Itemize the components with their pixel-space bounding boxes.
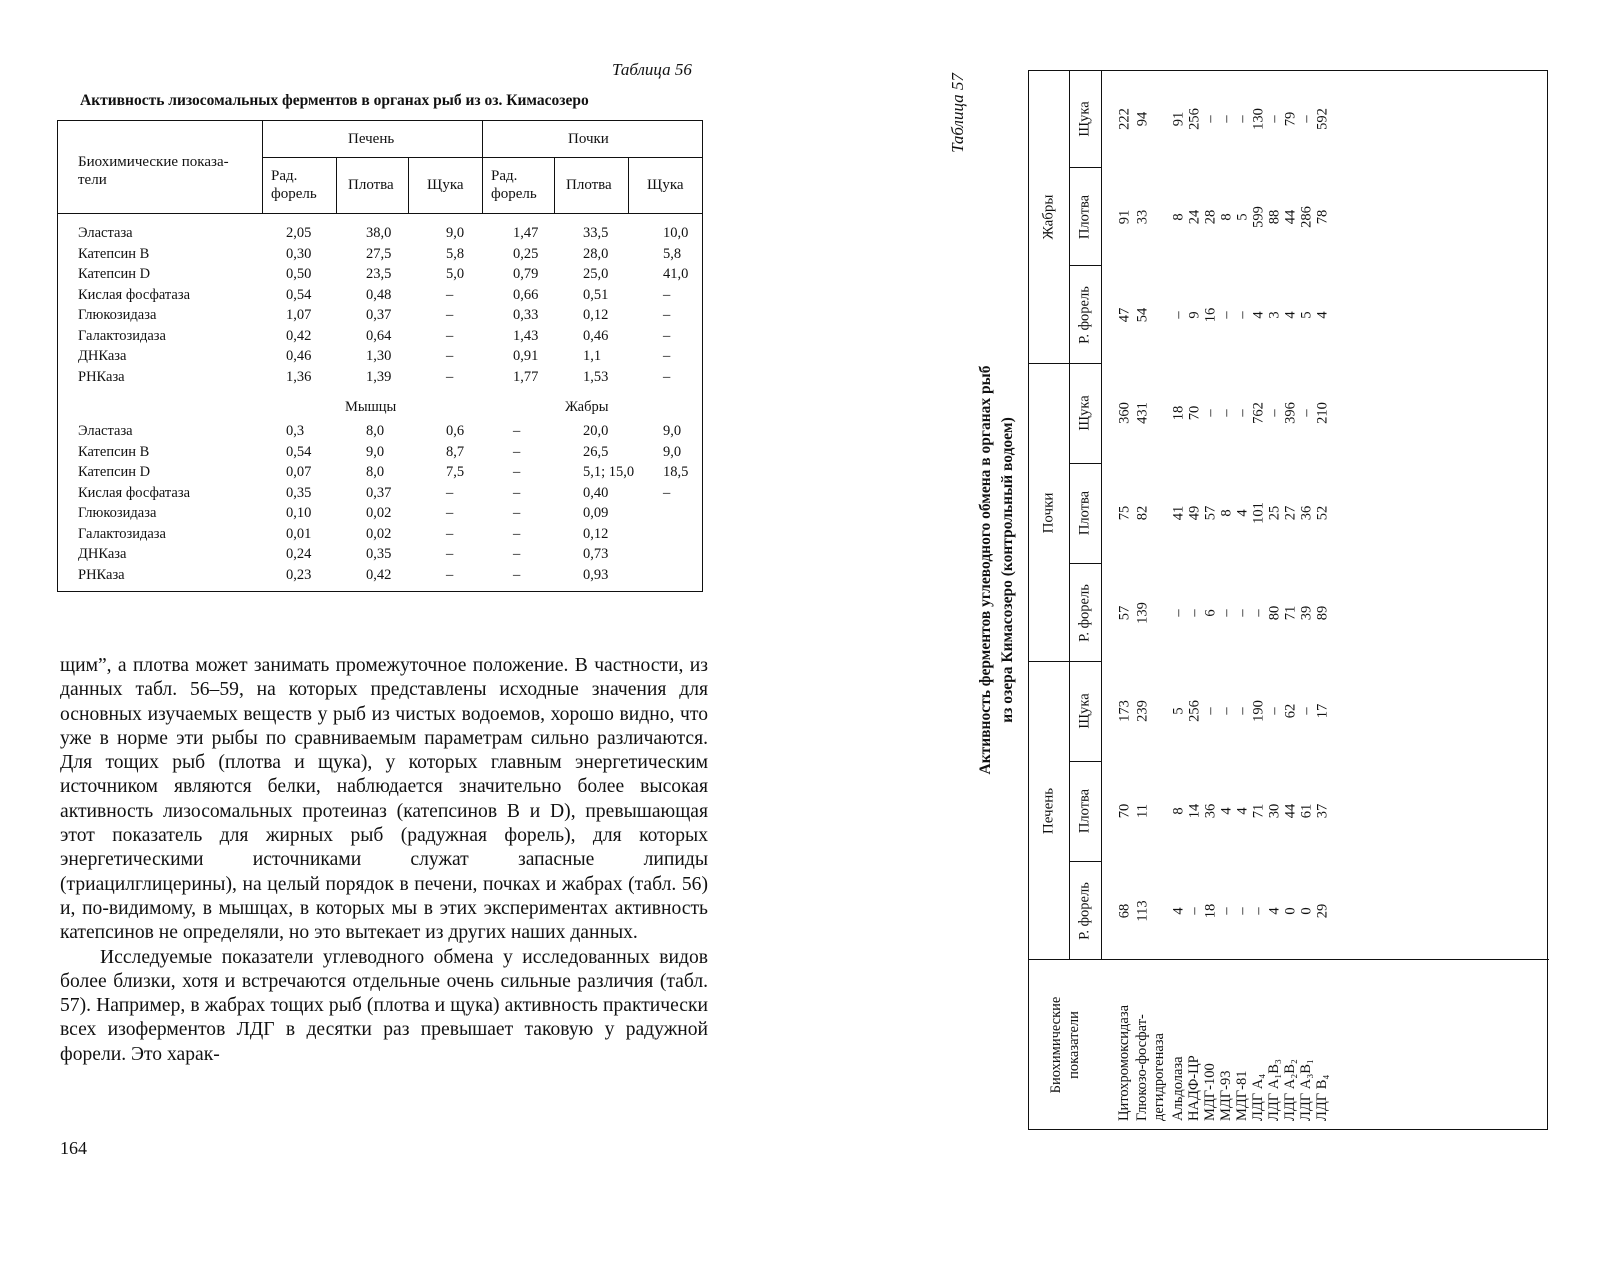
table-57-cell: 54 — [1134, 307, 1151, 323]
page-number: 164 — [60, 1138, 87, 1158]
table-56-cell: 0,54 — [286, 443, 312, 460]
table-57-cell: 173 — [1116, 700, 1133, 722]
table-57-row-label: ЛДГ A₁B₃ — [1266, 1059, 1282, 1121]
table-56-cell: 0,07 — [286, 464, 312, 480]
table-56-cell: 0,12 — [583, 307, 609, 323]
table-57-row-label: Альдолаза — [1170, 1056, 1186, 1121]
table-57-cell: 8 — [1218, 509, 1235, 517]
table-57-cell: – — [1234, 707, 1251, 715]
table-56-cell: 0,02 — [366, 525, 392, 542]
table-56-cell: 0,37 — [366, 484, 392, 501]
table-56-col-header: Плотва — [566, 177, 612, 193]
table-56-cell: 0,73 — [583, 546, 609, 562]
table-56-cell: 0,35 — [366, 546, 392, 562]
table-57-cell: 36 — [1202, 803, 1219, 819]
table-57-cell: 190 — [1250, 700, 1267, 722]
table-56-row-label: Кислая фосфатаза — [78, 286, 191, 303]
table-57-cell: 49 — [1186, 505, 1203, 521]
table-56-cell: 1,07 — [286, 307, 312, 323]
table-56-cell: – — [513, 525, 521, 542]
table-57-cell: – — [1218, 115, 1235, 123]
table-57-column-header: Р. форель — [1076, 584, 1093, 642]
table-56-cell: – — [663, 307, 671, 323]
table-57-row-label: ЛДГ A₄ — [1250, 1073, 1266, 1121]
table-56-cell: 0,23 — [286, 566, 312, 583]
table-56-row-label: Эластаза — [78, 225, 133, 241]
table-56-cell: 0,46 — [583, 327, 609, 344]
table-56-cell: – — [663, 327, 671, 344]
table-56-cell: 2,05 — [286, 225, 312, 241]
table-56-cell: 9,0 — [663, 423, 682, 439]
table-56-cell: 0,66 — [513, 286, 539, 303]
table-57-cell: – — [1298, 409, 1315, 417]
table-57-cell: 16 — [1202, 307, 1219, 323]
table-57-row-label: ЛДГ A₂B₂ — [1282, 1059, 1298, 1121]
table-56 — [57, 120, 703, 592]
table-57-cell: 37 — [1314, 803, 1331, 819]
table-57-cell: 28 — [1202, 209, 1219, 225]
table-56-cell: – — [513, 505, 521, 521]
table-56-cell: 0,46 — [286, 348, 312, 364]
table-56-cell: – — [446, 368, 454, 385]
table-57-cell: – — [1218, 311, 1235, 319]
table-56-cell: – — [446, 286, 454, 303]
table-57-cell: 8 — [1218, 213, 1235, 221]
table-57-cell: – — [1234, 311, 1251, 319]
table-56-cell: – — [446, 525, 454, 542]
table-57-cell: – — [1186, 609, 1203, 617]
table-57-cell: 18 — [1170, 405, 1187, 421]
table-57-cell: 256 — [1186, 700, 1203, 722]
table-57-cell: 5 — [1170, 707, 1187, 715]
table-56-cell: 0,64 — [366, 327, 392, 344]
table-57-cell: 82 — [1134, 505, 1151, 521]
table-56-cell: 8,7 — [446, 443, 465, 460]
table-56-cell: 1,36 — [286, 368, 312, 385]
table-57-cell: – — [1218, 707, 1235, 715]
table-57-cell: 396 — [1282, 402, 1299, 424]
table-57-cell: 8 — [1170, 213, 1187, 221]
table-56-cell: – — [663, 348, 671, 364]
table-56-row-label: ДНКаза — [78, 546, 127, 562]
table-56-cell: 0,30 — [286, 245, 312, 262]
table-57-cell: 36 — [1298, 505, 1315, 521]
table-56-cell: 1,30 — [366, 348, 392, 364]
table-57-cell: 762 — [1250, 402, 1267, 424]
table-57-cell: 75 — [1116, 505, 1133, 521]
table-57-row-label: Цитохромоксидаза — [1116, 1004, 1132, 1121]
table-57-column-header: Щука — [1076, 693, 1093, 729]
body-text — [60, 654, 708, 1067]
table-56-cell: 0,24 — [286, 546, 312, 562]
table-57-column-header: Щука — [1076, 395, 1093, 431]
table-57-cell: 599 — [1250, 206, 1267, 228]
table-56-cell: 1,53 — [583, 368, 609, 385]
table-56-cell: 0,93 — [583, 566, 609, 583]
table-56-cell: 0,12 — [583, 525, 609, 542]
table-57-cell: 210 — [1314, 402, 1331, 424]
table-56-row-label: Кислая фосфатаза — [78, 484, 191, 501]
table-56-cell: – — [513, 566, 521, 583]
table-56-cell: – — [513, 484, 521, 501]
table-57-cell: – — [1218, 609, 1235, 617]
table-56-cell: 33,5 — [583, 225, 609, 241]
table-57-cell: 222 — [1116, 108, 1133, 130]
table-56-row-label: Катепсин В — [78, 443, 150, 460]
table-57-cell: 89 — [1314, 605, 1331, 621]
table-56-cell: 0,3 — [286, 423, 305, 439]
table-57-cell: 101 — [1250, 502, 1267, 524]
table-56-row-label: Галактозидаза — [78, 525, 166, 542]
table-57-column-header: Плотва — [1076, 788, 1093, 834]
table-57-cell: 3 — [1266, 311, 1283, 319]
table-56-cell: – — [446, 484, 454, 501]
table-57-cell: 286 — [1298, 206, 1315, 228]
table-57-cell: – — [1266, 409, 1283, 417]
table-56-cell: 0,6 — [446, 423, 465, 439]
table-57-cell: 27 — [1282, 505, 1299, 521]
table-57-cell: 4 — [1282, 311, 1299, 319]
table-56-cell: – — [663, 286, 671, 303]
table-57-title: из озера Кимасозеро (контрольный водоем) — [999, 417, 1016, 723]
table-57-cell: 4 — [1234, 509, 1251, 517]
table-56-cell: 5,0 — [446, 266, 465, 282]
table-56-cell: – — [663, 368, 671, 385]
table-57-cell: 25 — [1266, 505, 1283, 521]
table-56-cell: 1,43 — [513, 327, 539, 344]
table-57-title: Активность ферментов углеводного обмена в органах рыб — [977, 365, 994, 775]
table-56-cell: 25,0 — [583, 266, 609, 282]
table-57-cell: 71 — [1250, 803, 1267, 819]
table-57-cell: 0 — [1282, 907, 1299, 915]
table-56-cell: 20,0 — [583, 423, 609, 439]
table-56-group-kidney: Почки — [568, 131, 609, 147]
table-56-cell: 27,5 — [366, 245, 392, 262]
table-57-cell: 30 — [1266, 803, 1283, 819]
table-57-cell: – — [1266, 707, 1283, 715]
table-57-cell: 94 — [1134, 111, 1151, 127]
table-57-cell: 70 — [1186, 405, 1203, 421]
table-56-cell: 9,0 — [366, 443, 385, 460]
table-57-cell: 8 — [1170, 807, 1187, 815]
table-57-cell: – — [1170, 311, 1187, 319]
table-57-cell: 5 — [1298, 311, 1315, 319]
table-57-cell: 62 — [1282, 703, 1299, 719]
table-57-cell: – — [1234, 115, 1251, 123]
table-57-cell: – — [1218, 907, 1235, 915]
table-56-cell: 1,39 — [366, 368, 392, 385]
table-57-cell: 11 — [1134, 804, 1151, 818]
table-57-cell: 91 — [1116, 209, 1133, 225]
table-57-cell: 4 — [1170, 907, 1187, 915]
table-56-cell: 0,10 — [286, 505, 312, 521]
table-57-cell: 4 — [1250, 311, 1267, 319]
table-57-row-label: МДГ-93 — [1218, 1070, 1234, 1121]
table-56-cell: 0,33 — [513, 307, 539, 323]
table-56-section-gills: Жабры — [565, 399, 609, 415]
table-56-cell: 5,1; 15,0 — [583, 464, 635, 480]
table-57-cell: – — [1234, 409, 1251, 417]
table-56-cell: 0,02 — [366, 505, 392, 521]
table-56-cell: 1,1 — [583, 348, 602, 364]
table-57-cell: 0 — [1298, 907, 1315, 915]
table-57-cell: 88 — [1266, 209, 1283, 225]
table-57-cell: 139 — [1134, 602, 1151, 624]
table-57-column-header: Р. форель — [1076, 882, 1093, 940]
table-57-row-header: Биохимические показатели — [1048, 996, 1082, 1094]
table-56-cell: 0,91 — [513, 348, 539, 364]
table-56-row-label: ДНКаза — [78, 348, 127, 364]
table-56-cell: 0,01 — [286, 525, 312, 542]
table-56-cell: – — [513, 546, 521, 562]
table-57-cell: 80 — [1266, 605, 1283, 621]
table-57-cell: 91 — [1170, 111, 1187, 127]
table-56-cell: – — [513, 423, 521, 439]
table-56-title: Активность лизосомальных ферментов в органах рыб из оз. Кимасозеро — [80, 92, 589, 109]
table-57-cell: – — [1250, 609, 1267, 617]
table-57-cell: – — [1202, 707, 1219, 715]
table-56-cell: 10,0 — [663, 225, 689, 241]
table-57-cell: 41 — [1170, 505, 1187, 521]
table-57-cell: 239 — [1134, 700, 1151, 722]
table-56-cell: 0,09 — [583, 505, 609, 521]
paragraph: Исследуемые показатели углеводного обмена у исследованных видов более близки, хотя и встречаются отдельные очень сильные различия (табл. 57). Например, в жабрах тощих рыб (плотва и щука) активность практически всех изоферментов ЛДГ в десятки раз превышает таковую у радужной форели. Это харак- — [60, 946, 708, 1065]
table-57-cell: – — [1234, 609, 1251, 617]
table-56-cell: – — [446, 505, 454, 521]
table-57-cell: 68 — [1116, 903, 1133, 919]
table-56-col-header: Рад. форель — [491, 168, 537, 202]
table-57-cell: 9 — [1186, 311, 1203, 319]
table-56-row-label: Катепсин D — [78, 266, 151, 282]
table-57-cell: 61 — [1298, 803, 1315, 819]
table-57-cell: 256 — [1186, 108, 1203, 130]
table-56-cell: 9,0 — [446, 225, 465, 241]
table-57-column-header: Щука — [1076, 101, 1093, 137]
table-56-col-header: Щука — [427, 177, 464, 193]
table-56-row-label: Глюкозидаза — [78, 307, 157, 323]
table-56-cell: 0,51 — [583, 286, 609, 303]
table-57-cell: – — [1186, 907, 1203, 915]
table-57-cell: – — [1298, 115, 1315, 123]
table-57-cell: 71 — [1282, 605, 1299, 621]
table-56-cell: 8,0 — [366, 464, 385, 480]
table-57-cell: 57 — [1116, 605, 1133, 621]
table-57-cell: 4 — [1266, 907, 1283, 915]
table-56-col-header: Плотва — [348, 177, 394, 193]
table-57-cell: 18 — [1202, 903, 1219, 919]
table-56-row-label: Катепсин В — [78, 245, 150, 262]
table-57-column-header: Р. форель — [1076, 286, 1093, 344]
table-57-row-label: ЛДГ A₃B₁ — [1298, 1059, 1314, 1121]
table-56-section-muscle: Мышцы — [345, 399, 397, 415]
table-56-cell: 0,37 — [366, 307, 392, 323]
table-57-group-liver: Печень — [1040, 787, 1057, 835]
table-57-cell: 113 — [1134, 900, 1151, 922]
table-57-row-label: МДГ-81 — [1234, 1070, 1250, 1121]
table-57-group-gills: Жабры — [1040, 194, 1057, 240]
table-56-cell: 0,25 — [513, 245, 539, 262]
table-57-label: Таблица 57 — [948, 73, 967, 153]
table-56-cell: 23,5 — [366, 266, 392, 282]
table-56-cell: 38,0 — [366, 225, 392, 241]
table-57 — [1028, 70, 1548, 1130]
table-57-cell: 4 — [1314, 311, 1331, 319]
table-57-cell: 44 — [1282, 803, 1299, 819]
table-56-col-header: Рад. форель — [271, 168, 317, 202]
table-56-col-header: Щука — [647, 177, 684, 193]
table-57-cell: – — [1202, 409, 1219, 417]
table-57-cell: – — [1298, 707, 1315, 715]
table-57-cell: 431 — [1134, 402, 1151, 424]
table-57-cell: 47 — [1116, 307, 1133, 323]
table-57-row-label: Глюкозо-фосфат-дегидрогеназа — [1134, 1014, 1167, 1121]
table-56-cell: 18,5 — [663, 464, 689, 480]
table-57-cell: – — [1250, 907, 1267, 915]
table-57-cell: 360 — [1116, 402, 1133, 424]
table-56-cell: – — [513, 443, 521, 460]
table-56-cell: – — [446, 348, 454, 364]
table-57-cell: – — [1234, 907, 1251, 915]
table-57-cell: 130 — [1250, 108, 1267, 130]
table-57-cell: – — [1202, 115, 1219, 123]
table-57-cell: – — [1266, 115, 1283, 123]
table-56-row-label: РНКаза — [78, 566, 125, 583]
table-57-cell: 5 — [1234, 213, 1251, 221]
table-56-row-label: Галактозидаза — [78, 327, 166, 344]
table-56-row-label: Глюкозидаза — [78, 505, 157, 521]
table-57-cell: 6 — [1202, 609, 1219, 617]
table-56-cell: 41,0 — [663, 266, 689, 282]
table-56-cell: 0,48 — [366, 286, 392, 303]
table-56-cell: – — [446, 546, 454, 562]
table-56-cell: 26,5 — [583, 443, 609, 460]
table-56-cell: 5,8 — [663, 245, 682, 262]
table-57-row-label: НАДФ-ЦР — [1186, 1055, 1202, 1121]
table-56-cell: – — [446, 566, 454, 583]
table-56-row-label: Катепсин D — [78, 464, 151, 480]
table-57-cell: 79 — [1282, 111, 1299, 127]
table-56-group-liver: Печень — [348, 131, 395, 147]
table-57-cell: 33 — [1134, 209, 1151, 225]
table-56-cell: 0,79 — [513, 266, 539, 282]
table-56-cell: 7,5 — [446, 464, 465, 480]
table-56-cell: 0,42 — [366, 566, 392, 583]
table-56-cell: 0,50 — [286, 266, 312, 282]
table-57-group-kidney: Почки — [1040, 492, 1057, 534]
table-57-cell: 29 — [1314, 903, 1331, 919]
table-56-row-label: Эластаза — [78, 423, 133, 439]
table-56-cell: 0,42 — [286, 327, 312, 344]
table-56-cell: 0,40 — [583, 484, 609, 501]
table-56-cell: 0,54 — [286, 286, 312, 303]
table-56-row-label: РНКаза — [78, 368, 125, 385]
table-57-column-header: Плотва — [1076, 194, 1093, 240]
table-56-cell: 0,35 — [286, 484, 312, 501]
table-56-cell: 5,8 — [446, 245, 465, 262]
table-57-cell: 14 — [1186, 803, 1203, 819]
paragraph: щим”, а плотва может занимать промежуточное положение. В частности, из данных табл. 56–59, на которых представлены исходные значения для основных изучаемых веществ у рыб из чистых водоемов, хорошо видно, что уже в норме эти рыбы по сравниваемым параметрам сильно различаются. Для тощих рыб (плотва и щука), у которых главным энергетическим источником являются белки, наблюдается значительно более высокая активность лизосомальных протеиназ (катепсинов В и D), превышающая этот показатель для жирных рыб (радужная форель), для которых энергетическими источниками служат запасные липиды (триацилглицерины), на целый порядок в печени, почках и жабрах (табл. 56) и, по-видимому, в мышцах, в которых мы в этих экспериментах активность катепсинов не определяли, но это вытекает из других наших данных. — [60, 655, 708, 944]
table-56-cell: 1,47 — [513, 225, 539, 241]
table-57-cell: 44 — [1282, 209, 1299, 225]
table-56-cell: 28,0 — [583, 245, 609, 262]
table-56-cell: – — [446, 327, 454, 344]
table-56-cell: – — [446, 307, 454, 323]
table-56-cell: 1,77 — [513, 368, 539, 385]
table-57-cell: 592 — [1314, 108, 1331, 130]
table-57-cell: 39 — [1298, 605, 1315, 621]
table-57-cell: – — [1218, 409, 1235, 417]
table-56-row-header: Биохимические показа- тели — [78, 154, 229, 188]
table-57-row-label: МДГ-100 — [1202, 1063, 1218, 1121]
table-56-cell: – — [513, 464, 521, 480]
table-57-cell: 4 — [1218, 807, 1235, 815]
table-57-cell: 57 — [1202, 505, 1219, 521]
table-56-label: Таблица 56 — [612, 60, 692, 79]
table-57-cell: 17 — [1314, 703, 1331, 719]
table-57-cell: 24 — [1186, 209, 1203, 225]
table-57-cell: 52 — [1314, 505, 1331, 521]
table-57-row-label: ЛДГ B₄ — [1314, 1074, 1330, 1121]
table-57-cell: – — [1170, 609, 1187, 617]
table-56-cell: 9,0 — [663, 443, 682, 460]
table-57-cell: 78 — [1314, 209, 1331, 225]
table-56-cell: 8,0 — [366, 423, 385, 439]
table-57-cell: 4 — [1234, 807, 1251, 815]
table-57-column-header: Плотва — [1076, 490, 1093, 536]
table-57-cell: 70 — [1116, 803, 1133, 819]
table-56-cell: – — [663, 484, 671, 501]
